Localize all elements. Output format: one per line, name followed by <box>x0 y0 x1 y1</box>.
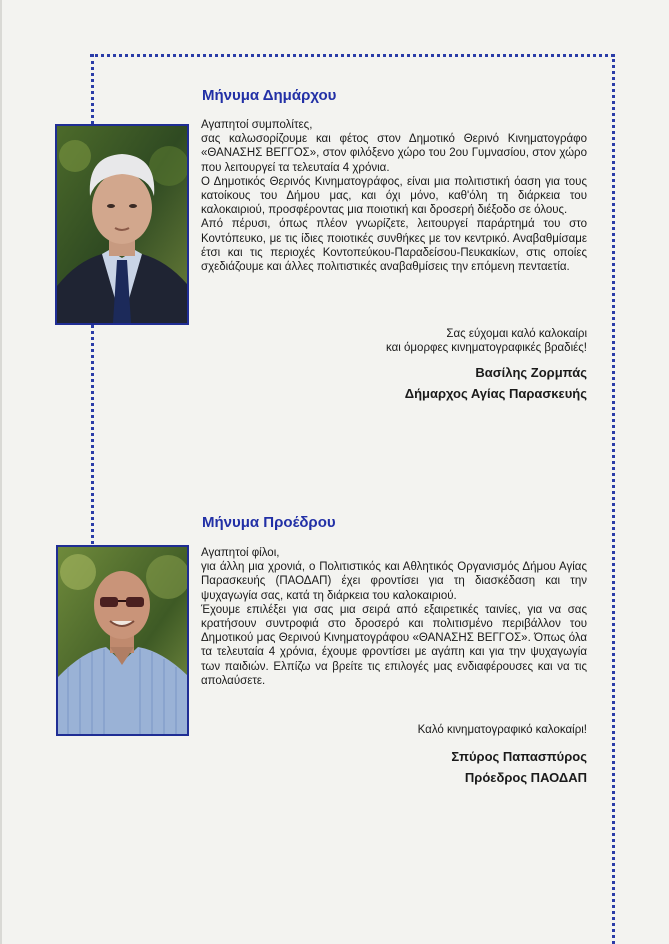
president-message-body <box>201 546 587 688</box>
mayor-wishes <box>386 327 587 355</box>
page-edge <box>0 0 2 944</box>
mayor-wish-line-1: Σας εύχομαι καλό καλοκαίρι <box>446 328 587 340</box>
mayor-message-body <box>201 118 587 274</box>
president-message-title: Μήνυμα Προέδρου <box>202 514 336 531</box>
president-wishes <box>418 723 587 737</box>
president-wish-line-1: Καλό κινηματογραφικό καλοκαίρι! <box>417 724 587 736</box>
mayor-wish-line-2: και όμορφες κινηματογραφικές βραδιές! <box>386 342 587 355</box>
mayor-message-title: Μήνυμα Δημάρχου <box>202 87 337 104</box>
mayor-portrait-image <box>57 126 187 323</box>
president-signature-role: Πρόεδρος ΠΑΟΔΑΠ <box>464 770 587 785</box>
mayor-signature-role: Δήμαρχος Αγίας Παρασκευής <box>404 386 587 401</box>
mayor-signature <box>405 362 587 404</box>
mayor-paragraph: Ο Δημοτικός Θερινός Κινηματογράφος, είναι μια πολιτιστική όαση για τους κατοίκους του Δήμου μας, και όχι μόνο, καθ'όλη τη διάρκεια του καλοκαιριού, προσφέροντας μια ποιοτική και δροσερή διέξοδο σε όλους. <box>201 175 587 217</box>
mayor-paragraph: Αγαπητοί συμπολίτες, <box>201 119 313 131</box>
president-paragraph: για άλλη μια χρονιά, ο Πολιτιστικός και Αθλητικός Οργανισμός Δήμου Αγίας Παρασκευής (ΠΑΟΔΑΠ) έχει φροντίσει για τη διασκέδαση και την ψυχαγωγία σας, κατά τη διάρκεια του καλοκαιριού. <box>201 561 587 602</box>
mayor-photo <box>55 124 189 325</box>
dotted-frame-right <box>612 54 615 944</box>
president-paragraph: Αγαπητοί φίλοι, <box>201 547 280 559</box>
president-photo <box>56 545 189 736</box>
mayor-paragraph: σας καλωσορίζουμε και φέτος στον Δημοτικό Θερινό Κινηματογράφο «ΘΑΝΑΣΗΣ ΒΕΓΓΟΣ», στον φιλόξενο χώρο του 2ου Γυμνασίου, στον χώρο που λειτουργεί τα τελευταία 4 χρόνια. <box>201 133 587 174</box>
dotted-frame-top <box>90 54 614 57</box>
president-signature-name: Σπύρος Παπασπύρος <box>451 749 587 764</box>
mayor-signature-name: Βασίλης Ζορμπάς <box>475 365 587 380</box>
president-paragraph: Έχουμε επιλέξει για σας μια σειρά από εξαιρετικές ταινίες, για να σας κρατήσουν συντροφιά στο δροσερό και πολιτισμένο περιβάλλον του Δημοτικού μας Θερινού Κινηματογράφου «ΘΑΝΑΣΗΣ ΒΕΓΓΟΣ». Όπως όλα τα τελευταία 4 χρόνια, έχουμε φροντίσει με αγάπη και για την ψυχαγωγία των παιδιών. Ελπίζω να βρείτε τις επιλογές μας ενδιαφέρουσες και να τις απολαύσετε. <box>201 603 587 687</box>
president-signature <box>451 746 587 788</box>
mayor-paragraph: Από πέρυσι, όπως πλέον γνωρίζετε, λειτουργεί παράρτημά του στο Κοντόπευκο, με τις ίδιες ποιοτικές συνθήκες με τον κεντρικό. Αναβαθμίσαμε έτσι και τις περιοχές Κοντοπεύκου-Παραδείσου-Πευκακίων, στις οποίες σχεδιάζουμε και άλλες πολιτιστικές αναβαθμίσεις την επόμενη πενταετία. <box>201 218 587 274</box>
president-portrait-image <box>58 547 187 734</box>
